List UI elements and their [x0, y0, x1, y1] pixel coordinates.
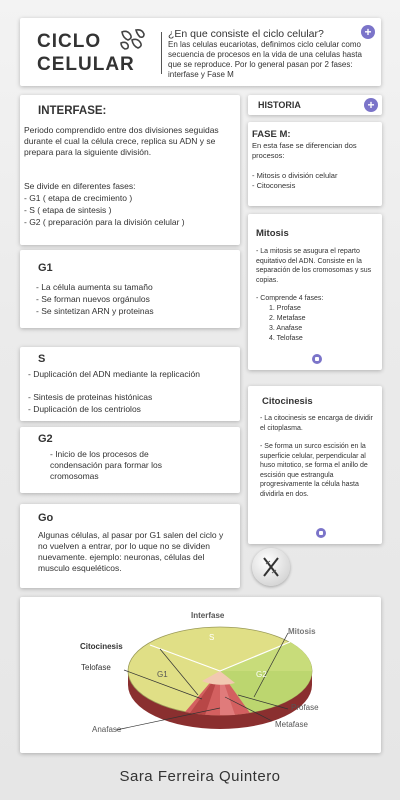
g1-item: - Se forman nuevos orgánulos	[36, 294, 150, 304]
cell-cycle-pie-diagram	[20, 597, 381, 753]
dna-icon[interactable]	[252, 548, 290, 586]
s-item: - Sintesis de proteinas histónicas	[28, 392, 153, 402]
diagram-label-s: S	[209, 633, 215, 642]
mitosis-phase: 1. Profase	[269, 305, 301, 312]
mitosis-title: Mitosis	[256, 228, 289, 239]
fasem-card	[248, 122, 382, 206]
s-card	[20, 347, 240, 421]
citocinesis-card	[248, 386, 382, 544]
mitosis-phases-title: - Comprende 4 fases:	[256, 295, 324, 302]
question-title: ¿En que consiste el ciclo celular?	[168, 28, 324, 40]
header-card	[20, 18, 381, 86]
author-name: Sara Ferreira Quintero	[119, 768, 281, 785]
mitosis-phase: 2. Metafase	[269, 315, 306, 322]
s-item: - Duplicación del ADN mediante la replicación	[28, 369, 200, 379]
interfase-phase-item: - G2 ( preparación para la división celular )	[24, 217, 185, 227]
title-line1: CICLO	[37, 31, 102, 52]
diagram-label-telofase: Telofase	[81, 663, 111, 672]
g0-title: Go	[38, 512, 54, 524]
g1-item: - La célula aumenta su tamaño	[36, 282, 153, 292]
citocinesis-text2: - Se forma un surco escisión en la superficie celular, perpendicular al huso mitotico, se forma el anillo de escisión que estrangula progresivamente la célula hasta dividirla en dos.	[260, 443, 368, 498]
fasem-title: FASE M:	[252, 129, 291, 140]
title-line2: CELULAR	[37, 54, 135, 75]
fasem-intro: En esta fase se diferencian dos procesos:	[252, 141, 357, 160]
interfase-phase-item: - S ( etapa de sintesis )	[24, 205, 112, 215]
g2-title: G2	[38, 433, 53, 445]
diagram-label-g2: G2	[256, 670, 267, 679]
interfase-phase-item: - G1 ( etapa de crecimiento )	[24, 193, 133, 203]
interfase-title: INTERFASE:	[38, 105, 107, 117]
diagram-label-mitosis: Mitosis	[288, 627, 316, 636]
mitosis-text: - La mitosis se asugura el reparto equitativo del ADN. Consiste en la separación de los cromosomas y sus copias.	[256, 248, 372, 284]
diagram-label-citocinesis: Citocinesis	[80, 642, 123, 651]
g2-text: - Inicio de los procesos de condensación para formar los cromosomas	[50, 449, 162, 481]
question-answer: En las celulas eucariotas, definimos ciclo celular como secuencia de procesos en la vida de una celulas hasta que se reproduce. Por lo general pasan por 2 fases: interfase y Fase M	[168, 40, 362, 79]
interfase-card	[20, 95, 240, 245]
diagram-label-interfase: Interfase	[191, 611, 225, 620]
g1-item: - Se sintetizan ARN y proteinas	[36, 306, 154, 316]
historia-label: HISTORIA	[258, 100, 301, 110]
mitosis-media-button[interactable]	[312, 354, 322, 364]
diagram-label-profase: Profase	[291, 703, 319, 712]
interfase-phases-title: Se divide en diferentes fases:	[24, 181, 136, 191]
expand-historia-button[interactable]: +	[364, 98, 378, 112]
citocinesis-text1: - La citocinesis se encarga de dividir el citoplasma.	[260, 415, 373, 432]
s-title: S	[38, 353, 46, 365]
header-divider	[161, 32, 162, 74]
fasem-item: - Mitosis o división celular	[252, 171, 338, 180]
g0-card	[20, 504, 240, 588]
mitosis-phase: 3. Anafase	[269, 325, 303, 332]
g2-card	[20, 427, 240, 493]
mitosis-phase: 4. Telofase	[269, 335, 303, 342]
diagram-label-g1: G1	[157, 670, 168, 679]
g1-card	[20, 250, 240, 328]
g0-text: Algunas células, al pasar por G1 salen del ciclo y no vuelven a entrar, por lo uque no se dividen nuevamente. ejemplo: neuronas, células del musculo esqueléticos.	[38, 530, 224, 573]
expand-question-button[interactable]: +	[361, 25, 375, 39]
s-item: - Duplicación de los centriolos	[28, 404, 141, 414]
diagram-label-anafase: Anafase	[92, 725, 122, 734]
historia-card[interactable]	[248, 95, 382, 115]
diagram-label-metafase: Metafase	[275, 720, 308, 729]
g1-title: G1	[38, 262, 53, 274]
chromosome-icon	[118, 28, 148, 57]
citocinesis-media-button[interactable]	[316, 528, 326, 538]
cell-cycle-diagram-card	[20, 597, 381, 753]
mitosis-card	[248, 214, 382, 370]
citocinesis-title: Citocinesis	[262, 396, 313, 407]
interfase-intro: Periodo comprendido entre dos divisiones seguidas durante el cual la célula crece, replica su ADN y se prepara para la siguiente división.	[24, 125, 219, 157]
fasem-item: - Citoconesis	[252, 181, 296, 190]
